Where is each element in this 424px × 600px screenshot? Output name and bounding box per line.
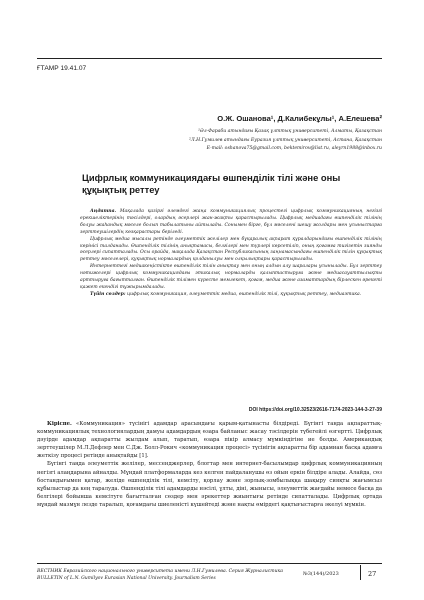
affiliation-email: E-mail: oshanova75@gmail.com, bektemirov@list.ru, aleyrn1988@inbox.ru [206,146,382,152]
body-text [37,420,382,509]
journal-footer [37,568,283,582]
footer-line-2: BULLETIN of L.N. Gumilyov Eurasian National University. Journalism Series [37,576,216,581]
keywords [80,292,382,299]
abstract [80,209,382,299]
abstract-paragraph: Цифрлық медиа мысалы ретінде әлеуметтік желілер мен бұқаралық ақпарат құралдарындағы өшпенділік тілінің көрінісі талданады. Өшпенділік тілінің анықтамасы, белгілері мен түрлері көрсетіліп, оның қоғамға тигізетін зиянды әсерлері сипатталады. Осы орайда, мақалада Қазақстан Республикасының заңнамасындағы өшпенділік тілін құқықтық реттеу мәселелері, құқықтық нормалардың қолданылуы мен олқылықтары қарастырылады. [80,236,382,263]
affiliations [82,128,382,154]
issue-number: №3(144)/2023 [303,571,339,577]
authors: О.Ж. Ошанова¹, Д.Калибекұлы¹, А.Елешева² [217,114,382,123]
affiliation-2: ²Л.Н.Гумилев атындағы Еуразия ұлттық университеті, Астана, Қазақстан [189,137,382,143]
keywords-label: Түйін сөздер: [90,291,126,297]
abstract-label: Аңдатпа. [90,209,117,214]
abstract-paragraph [80,209,382,237]
header-rule [37,58,382,59]
body-paragraph [37,420,382,460]
abstract-paragraph: Интернеттегі медиакеңістікте өшпенділік тілін анықтау мен оның алдын алу шаралары ұсынылады. Бұл зерттеу нәтижелері цифрлық коммуникациядағы этикалық нормаларды қалыптастыруға және медиасауаттылықты арттыруға бағытталған. Өшпенділік тілімен күресте мемлекет, қоғам, медиа және азаматтардың бірлескен әрекеті қажет екендігі тұжырымдалады. [80,264,382,290]
body-text-1: «Коммуникация» түсінігі адамдар арасындағы қарым-қатынасты білдіреді. Бүгінгі таңда ақпараттық-коммуникациялық технологиялардың дамуы адамдардың өзара байланыс жасау тәсілдерін түбегейлі өзгертті. Цифрлық дәуірде адамдар ақпаратты жылдам алып, таратып, өзара пікір алмасу мүмкіндігіне ие болды. Американдық зерттеушілер М.Л.Дефлер мен С.Дж. Болл-Рокич «коммуникация процесі» түсінігін ақпаратты бір адамнан басқа адамға жеткізу процесі ретінде анықтайды [1]. [37,421,382,460]
body-paragraph: Бүгінгі таңда әлеуметтік желілер, мессенджерлер, блогтар мен интернет-басылымдар цифрлық коммуникацияның негізгі алаңдарына айналды. Мұндай платформаларда кез келген пайдаланушы өз ойын еркін білдіре алады. Алайда, сөз бостандығымен қатар, желіде өшпенділік тілі, кемсіту, қорлау және зорлық-зомбылыққа шақыру сияқты жағымсыз құбылыстар да кең таралуда. Өшпенділік тілі адамдарды нәсілі, ұлты, діні, жынысы, әлеуметтік жағдайы немесе басқа да белгілері бойынша кемсітуге бағытталған сөздер мен әрекеттер жиынтығы ретінде сипатталады. Цифрлық ортада мұндай мазмұн лезде таралып, қоғамдағы шиеленісті күшейтеді және нақты өмірдегі қақтығыстарға әкелуі мүмкін. [37,461,382,508]
affiliation-1: ¹Әл-Фараби атындағы Қазақ ұлттық университеті, Алматы, Қазақстан [198,129,382,134]
abstract-text-1: Мақалада қазіргі әлемдегі жаңа коммуникациялық процестегі цифрлық коммуникацияның негізгі ерекшеліктерінің тәсілдері, олардың әсерлері жан-жақты қарастырылады. Цифрлық медиадағы өшпенділік тілінің болуы жаһандық мәселе болып табылатыны айтылады. Сонымен бірге, бұл мәселені шешу жолдары мен ұсыныстарға зерттеушілердің көзқарастары беріледі. [80,209,383,235]
page-number: 27 [368,570,377,578]
footer-line-1: ВЕСТНИК Евразийского национального университета имени Л.Н.Гумилева. Серия Журналистика [37,569,284,574]
irsti-code: ҒТАМР 19.41.07 [37,65,87,72]
intro-label: Кіріспе. [47,421,72,427]
article-title: Цифрлық коммуникациядағы өшпенділік тілі және оны құқықтық реттеу [82,172,341,195]
footer-rule [37,563,382,564]
doi-link[interactable]: DOI https://doi.org/10.32523/2616-7174-2023-144-3-27-39 [248,407,382,413]
keywords-text: цифрлық коммуникация, әлеуметтік медиа, өшпенділік тілі, құқықтық реттеу, медиаэтика. [127,291,362,297]
